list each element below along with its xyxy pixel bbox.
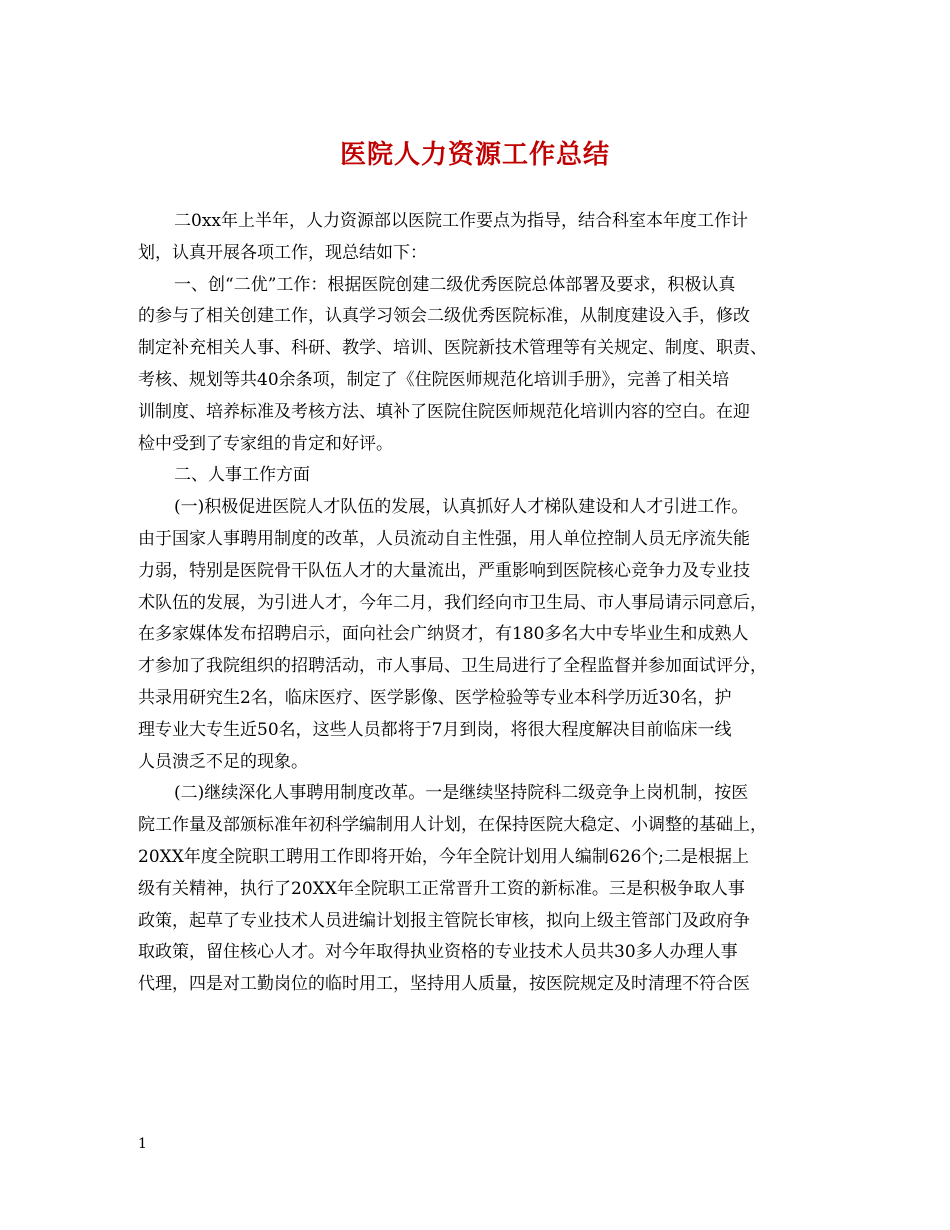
paragraph-line: 才参加了我院组织的招聘活动，市人事局、卫生局进行了全程监督并参加面试评分， [138, 656, 767, 677]
paragraph-line: 训制度、培养标准及考核方法、填补了医院住院医师规范化培训内容的空白。在迎 [138, 401, 750, 422]
paragraph-line: 院工作量及部颁标准年初科学编制用人计划，在保持医院大稳定、小调整的基础上， [138, 815, 767, 836]
document-body [138, 206, 828, 1001]
paragraph-line: 二0xx年上半年，人力资源部以医院工作要点为指导，结合科室本年度工作计 [174, 211, 748, 231]
page-number: 1 [138, 1136, 147, 1152]
paragraph-line: 的参与了相关创建工作，认真学习领会二级优秀医院标准，从制度建设入手，修改 [138, 306, 750, 327]
paragraph-line: 在多家媒体发布招聘启示，面向社会广纳贤才，有180多名大中专毕业生和成熟人 [138, 624, 749, 645]
paragraph-line: 级有关精神，执行了20XX年全院职工正常晋升工资的新标准。三是积极争取人事 [138, 878, 745, 899]
paragraph-line: 人员溃乏不足的现象。 [138, 751, 308, 772]
paragraph-line: 一、创“二优”工作：根据医院创建二级优秀医院总体部署及要求，积极认真 [174, 274, 736, 295]
paragraph-line: 政策，起草了专业技术人员进编计划报主管院长审核，拟向上级主管部门及政府争 [138, 910, 750, 931]
section-heading: 二、人事工作方面 [174, 465, 310, 486]
paragraph-line: (一)积极促进医院人才队伍的发展，认真抓好人才梯队建设和人才引进工作。 [174, 497, 749, 518]
paragraph-line: 检中受到了专家组的肯定和好评。 [138, 433, 393, 454]
paragraph-line: 划，认真开展各项工作，现总结如下： [138, 242, 427, 263]
paragraph-line: 代理，四是对工勤岗位的临时用工，坚持用人质量，按医院规定及时清理不符合医 [138, 974, 750, 995]
paragraph-line: 力弱，特别是医院骨干队伍人才的大量流出，严重影响到医院核心竞争力及专业技 [138, 560, 750, 581]
paragraph-line: 20XX年度全院职工聘用工作即将开始，今年全院计划用人编制626个;二是根据上 [138, 846, 750, 867]
paragraph-line: 理专业大专生近50名，这些人员都将于7月到岗，将很大程度解决目前临床一线 [138, 719, 732, 740]
paragraph-line: 术队伍的发展，为引进人才，今年二月，我们经向市卫生局、市人事局请示同意后， [138, 592, 767, 613]
paragraph-line: 取政策，留住核心人才。对今年取得执业资格的专业技术人员共30多人办理人事 [138, 942, 738, 963]
paragraph-line: 共录用研究生2名，临床医疗、医学影像、医学检验等专业本科学历近30名，护 [138, 687, 732, 708]
paragraph-line: 由于国家人事聘用制度的改革，人员流动自主性强，用人单位控制人员无序流失能 [138, 528, 750, 549]
paragraph-line: 制定补充相关人事、科研、教学、培训、医院新技术管理等有关规定、制度、职责、 [138, 338, 767, 359]
paragraph-line: 考核、规划等共40余条项，制定了《住院医师规范化培训手册》，完善了相关培 [138, 369, 730, 390]
paragraph-line: (二)继续深化人事聘用制度改革。一是继续坚持院科二级竞争上岗机制，按医 [174, 783, 749, 804]
document-title: 医院人力资源工作总结 [339, 140, 610, 170]
